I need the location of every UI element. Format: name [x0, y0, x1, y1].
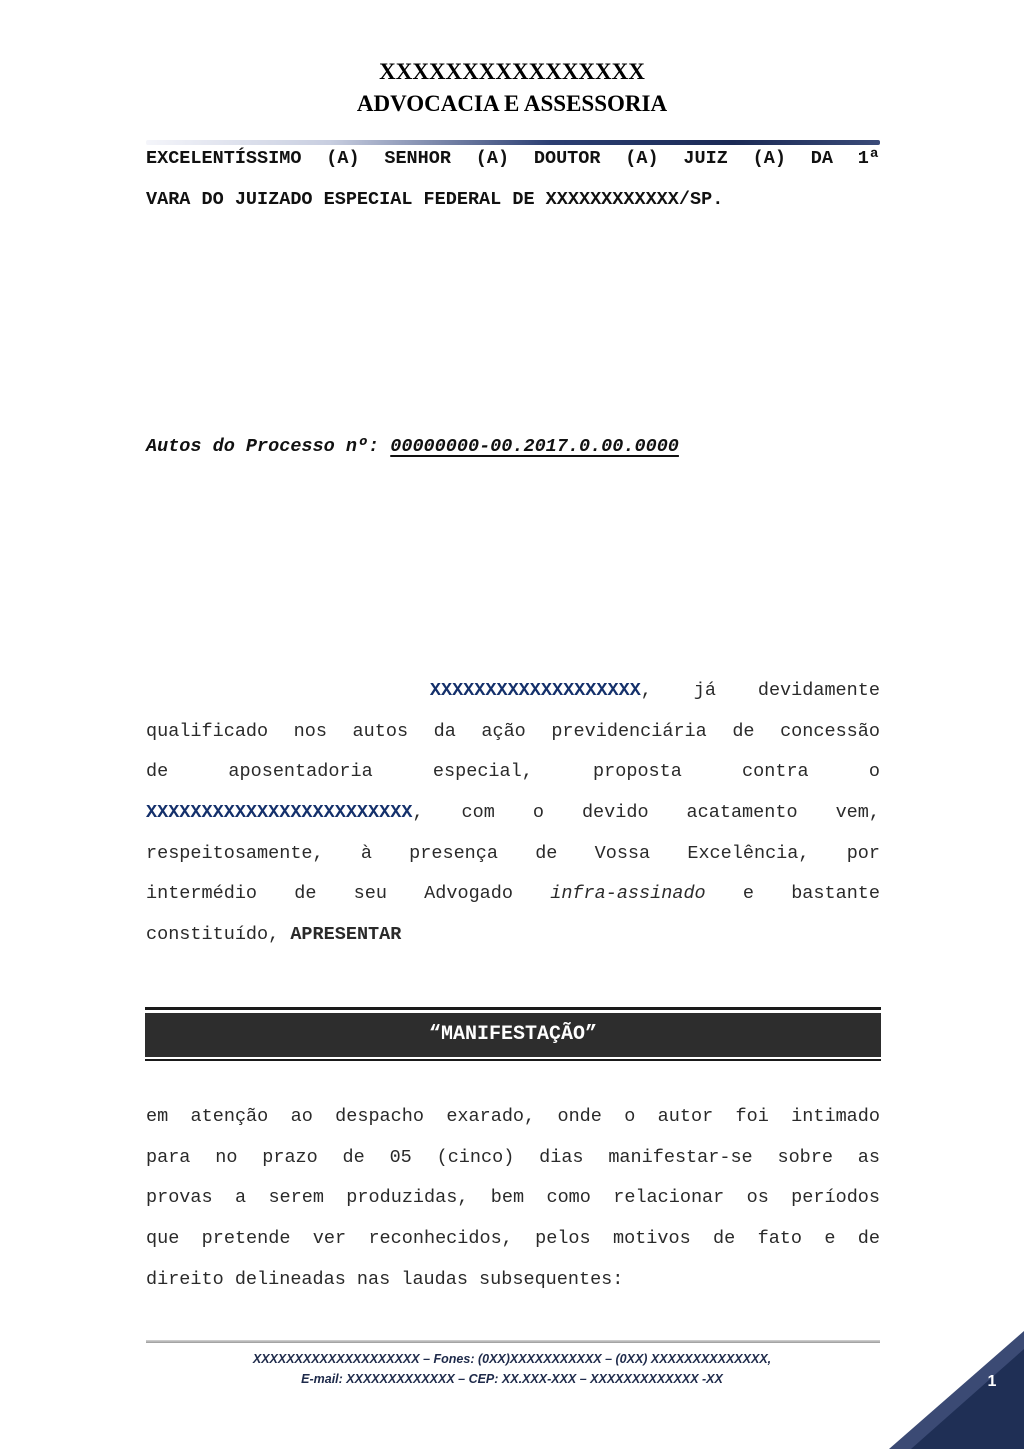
paragraph-word: já: [693, 680, 716, 701]
paragraph-line: [146, 915, 880, 956]
process-label: Autos do Processo nº:: [146, 436, 391, 457]
addressee-word: JUIZ: [683, 148, 728, 169]
paragraph-word: com: [461, 802, 495, 824]
addressee-block: [146, 139, 880, 220]
process-number: 00000000-00.2017.0.00.0000: [390, 436, 679, 457]
paragraph-word: contra: [742, 761, 809, 783]
paragraph-line: que pretende ver reconhecidos, pelos motivos de fato e de: [146, 1228, 880, 1250]
paragraph-word: aposentadoria: [228, 761, 373, 783]
italic-term: infra-assinado: [550, 883, 706, 905]
paragraph-line: para no prazo de 05 (cinco) dias manifestar-se sobre as: [146, 1146, 880, 1168]
paragraph-word: devidamente: [757, 680, 880, 701]
page-number: 1: [987, 1373, 997, 1390]
paragraph-line: provas a serem produzidas, bem como relacionar os períodos: [146, 1187, 880, 1209]
paragraph-line: [146, 793, 880, 834]
footer-contact-line: XXXXXXXXXXXXXXXXXXXX – Fones: (0XX)XXXXXXXXXXX – (0XX) XXXXXXXXXXXXXX,: [252, 1352, 772, 1366]
paragraph-word: especial,: [432, 761, 533, 783]
action-keyword: APRESENTAR: [290, 924, 402, 946]
paragraph-word: o: [868, 761, 880, 783]
firm-subtitle: ADVOCACIA E ASSESSORIA: [356, 91, 668, 116]
addressee-word: SENHOR: [384, 148, 451, 169]
addressee-word: (A): [625, 148, 659, 169]
addressee-word: EXCELENTÍSSIMO: [146, 148, 302, 169]
section-banner: [145, 1007, 881, 1061]
paragraph-word: proposta: [593, 761, 682, 783]
addressee-word: 1ª: [857, 148, 880, 169]
paragraph-line: [146, 671, 880, 712]
footer-email-line: E-mail: XXXXXXXXXXXXX – CEP: XX.XXX-XXX – XXXXXXXXXXXXX -XX: [301, 1372, 723, 1386]
addressee-line-1: [146, 139, 880, 180]
paragraph-line: [146, 752, 880, 793]
paragraph-indent: [146, 671, 388, 712]
paragraph-line: direito delineadas nas laudas subsequentes:: [146, 1268, 624, 1290]
footer-divider: [146, 1340, 880, 1343]
paragraph-word: o: [532, 802, 544, 824]
paragraph-word: devido: [581, 802, 649, 824]
addressee-word: (A): [475, 148, 510, 169]
paragraph-word: de: [146, 761, 169, 783]
paragraph-word: vem,: [835, 802, 880, 824]
paragraph-word: acatamento: [686, 802, 798, 824]
party-name-wrap: XXXXXXXXXXXXXXXXXXX,: [429, 680, 652, 701]
banner-top-rule: [145, 1007, 881, 1010]
paragraph-line: qualificado nos autos da ação previdenciária de concessão: [146, 720, 880, 742]
paragraph-line: respeitosamente, à presença de Vossa Excelência, por: [146, 842, 880, 864]
banner-bottom-rule: [145, 1059, 881, 1061]
closing-paragraph: [146, 1097, 880, 1300]
defendant-name-wrap: XXXXXXXXXXXXXXXXXXXXXXXX,: [146, 802, 424, 824]
addressee-word: DOUTOR: [533, 148, 601, 169]
banner-title: “MANIFESTAÇÃO”: [145, 1013, 881, 1057]
addressee-word: (A): [326, 148, 360, 169]
paragraph-line: em atenção ao despacho exarado, onde o autor foi intimado: [146, 1106, 880, 1127]
firm-name: XXXXXXXXXXXXXXXX: [379, 59, 645, 84]
addressee-line-2: VARA DO JUIZADO ESPECIAL FEDERAL DE XXXXXXXXXXXX/SP.: [146, 188, 724, 210]
addressee-word: DA: [810, 148, 833, 169]
paragraph-line: [146, 874, 880, 915]
party-name: XXXXXXXXXXXXXXXXXXX: [429, 680, 641, 701]
process-reference: [146, 427, 880, 468]
opening-paragraph: [146, 671, 880, 956]
addressee-word: (A): [752, 148, 786, 169]
paragraph-text: intermédio de seu Advogado: [146, 883, 551, 905]
defendant-name: XXXXXXXXXXXXXXXXXXXXXXXX: [146, 802, 413, 824]
paragraph-text: constituído,: [146, 924, 291, 946]
paragraph-text: e bastante: [705, 883, 881, 905]
